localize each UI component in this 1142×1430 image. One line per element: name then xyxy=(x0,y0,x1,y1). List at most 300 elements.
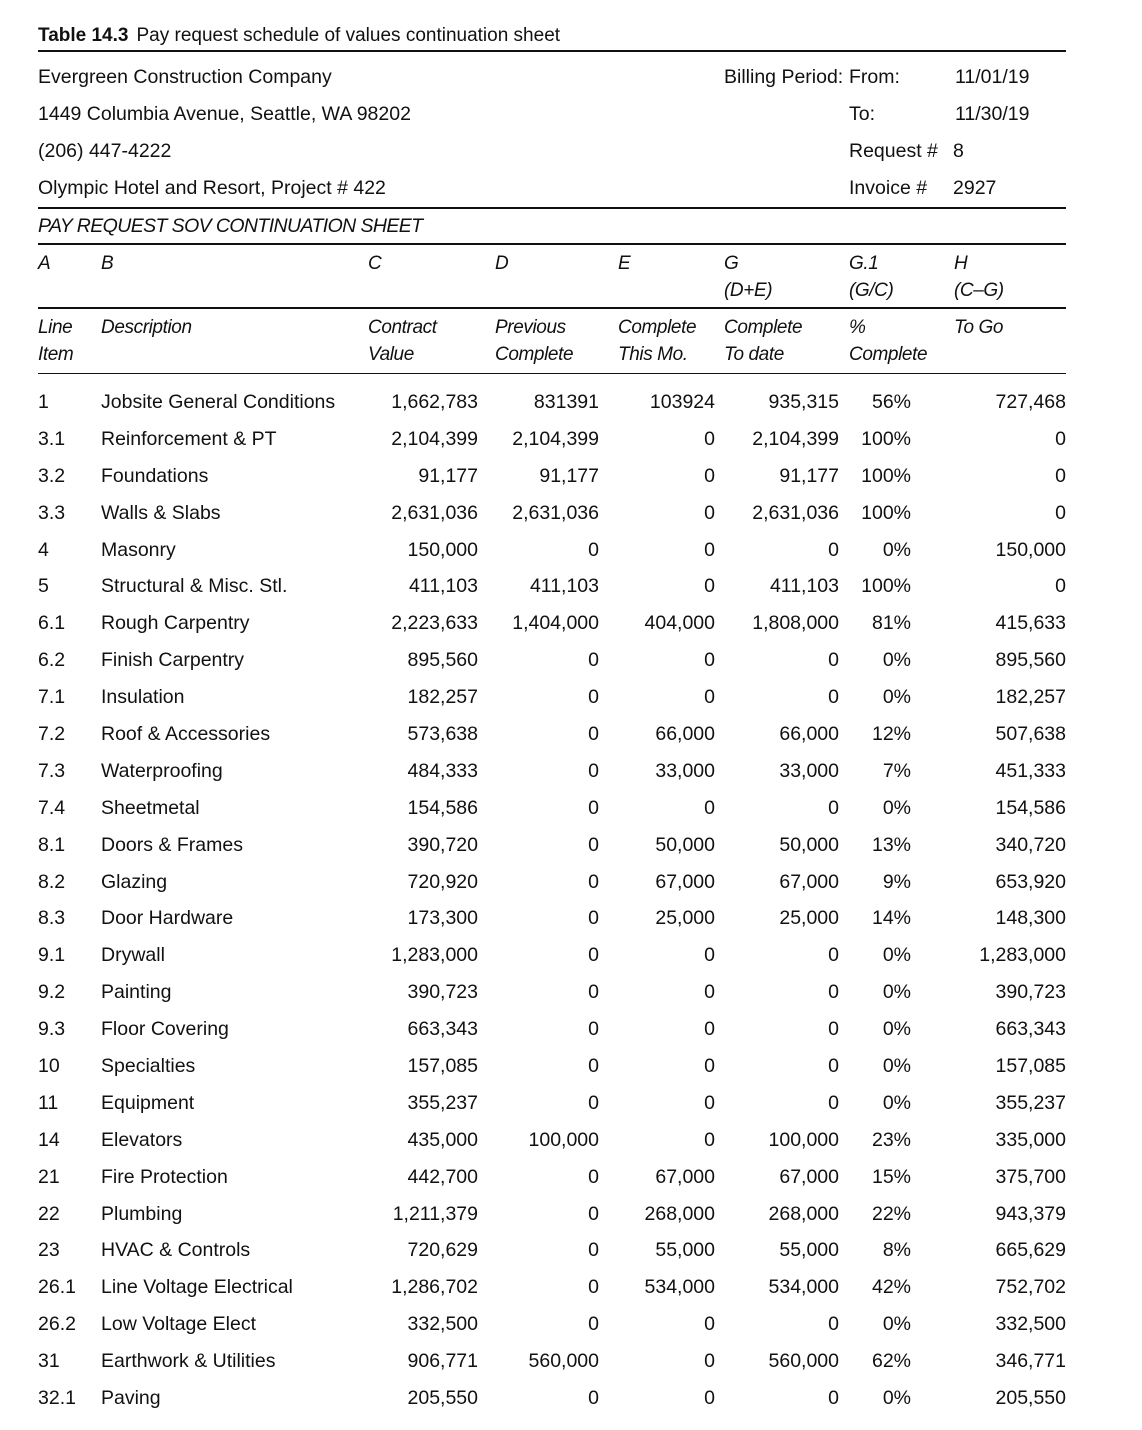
line-item: 9.1 xyxy=(38,944,66,967)
company-name: Evergreen Construction Company xyxy=(38,66,332,88)
request-label: Request # xyxy=(849,140,938,162)
complete-to-date: 0 xyxy=(828,538,839,561)
complete-this-month: 0 xyxy=(704,427,715,450)
complete-to-date: 0 xyxy=(828,1055,839,1078)
to-go: 0 xyxy=(1055,501,1066,524)
to-label: To: xyxy=(849,103,876,125)
description: Doors & Frames xyxy=(101,833,243,856)
contract-value: 906,771 xyxy=(407,1350,478,1373)
complete-to-date: 1,808,000 xyxy=(752,612,839,635)
complete-to-date: 0 xyxy=(828,686,839,709)
complete-to-date: 0 xyxy=(828,796,839,819)
previous-complete: 91,177 xyxy=(539,464,599,487)
line-item: 6.2 xyxy=(38,649,66,672)
table-row xyxy=(38,1269,1066,1306)
col-label-complete: Complete xyxy=(618,317,697,338)
to-go: 665,629 xyxy=(995,1239,1066,1262)
complete-this-month: 0 xyxy=(704,1350,715,1373)
description: Specialties xyxy=(101,1055,196,1078)
description: Equipment xyxy=(101,1091,195,1114)
table-body xyxy=(38,384,1066,1417)
table-row xyxy=(38,642,1066,679)
to-go: 663,343 xyxy=(995,1018,1066,1041)
percent-complete: 13% xyxy=(871,833,911,856)
to-go: 507,638 xyxy=(995,723,1066,746)
previous-complete: 2,104,399 xyxy=(512,427,599,450)
line-item: 26.1 xyxy=(38,1276,76,1299)
contract-value: 154,586 xyxy=(407,796,478,819)
contract-value: 663,343 xyxy=(407,1018,478,1041)
to-go: 1,283,000 xyxy=(979,944,1066,967)
to-go: 150,000 xyxy=(995,538,1066,561)
company-phone: (206) 447-4222 xyxy=(38,140,172,162)
to-go: 332,500 xyxy=(995,1313,1066,1336)
table-row xyxy=(38,900,1066,937)
line-item: 1 xyxy=(38,391,49,413)
complete-to-date: 0 xyxy=(828,1018,839,1041)
description: Waterproofing xyxy=(101,759,223,782)
to-go: 0 xyxy=(1055,575,1066,598)
contract-value: 1,283,000 xyxy=(391,944,478,967)
percent-complete: 0% xyxy=(882,1091,911,1114)
previous-complete: 0 xyxy=(588,1387,599,1410)
description: Fire Protection xyxy=(101,1165,228,1188)
col-code-a: A xyxy=(38,253,51,274)
complete-to-date: 55,000 xyxy=(779,1239,839,1262)
complete-this-month: 66,000 xyxy=(655,723,715,746)
to-go: 415,633 xyxy=(995,612,1066,635)
line-item: 3.2 xyxy=(38,464,66,487)
complete-to-date: 0 xyxy=(828,649,839,672)
line-item: 3.3 xyxy=(38,501,66,524)
previous-complete: 0 xyxy=(588,1165,599,1188)
line-item: 4 xyxy=(38,538,49,561)
description: Reinforcement & PT xyxy=(101,427,277,450)
col-label-description: Description xyxy=(101,317,192,338)
complete-this-month: 268,000 xyxy=(644,1202,715,1225)
previous-complete: 0 xyxy=(588,759,599,782)
billing-period-label: Billing Period: xyxy=(724,66,844,88)
table-row xyxy=(38,384,1066,421)
previous-complete: 0 xyxy=(588,723,599,746)
col-code-b: B xyxy=(101,253,114,274)
table-row xyxy=(38,495,1066,532)
invoice-number: 2927 xyxy=(953,177,997,199)
col-code-c: C xyxy=(368,253,382,274)
complete-this-month: 103924 xyxy=(649,391,715,413)
description: Rough Carpentry xyxy=(101,612,250,635)
to-go: 943,379 xyxy=(995,1202,1066,1225)
previous-complete: 0 xyxy=(588,1091,599,1114)
previous-complete: 0 xyxy=(588,686,599,709)
table-row xyxy=(38,1085,1066,1122)
description: Floor Covering xyxy=(101,1018,229,1041)
line-item: 10 xyxy=(38,1055,60,1078)
percent-complete: 81% xyxy=(871,612,911,635)
complete-to-date: 2,104,399 xyxy=(752,427,839,450)
contract-value: 720,920 xyxy=(407,870,478,893)
percent-complete: 14% xyxy=(871,907,911,930)
previous-complete: 0 xyxy=(588,1202,599,1225)
complete-this-month: 33,000 xyxy=(655,759,715,782)
project-name: Olympic Hotel and Resort, Project # 422 xyxy=(38,177,386,199)
description: Drywall xyxy=(101,944,165,967)
contract-value: 2,104,399 xyxy=(391,427,478,450)
from-label: From: xyxy=(849,66,900,88)
description: Masonry xyxy=(101,538,176,561)
percent-complete: 100% xyxy=(861,464,911,487)
description: Foundations xyxy=(101,464,209,487)
contract-value: 573,638 xyxy=(407,723,478,746)
col-formula-h: (C–G) xyxy=(954,280,1004,301)
to-date: 11/30/19 xyxy=(955,103,1030,125)
from-date: 11/01/19 xyxy=(955,66,1030,88)
contract-value: 720,629 xyxy=(407,1239,478,1262)
percent-complete: 9% xyxy=(882,870,911,893)
company-address: 1449 Columbia Avenue, Seattle, WA 98202 xyxy=(38,103,411,125)
description: Painting xyxy=(101,981,172,1004)
table-row xyxy=(38,1343,1066,1380)
previous-complete: 0 xyxy=(588,538,599,561)
previous-complete: 0 xyxy=(588,870,599,893)
complete-this-month: 0 xyxy=(704,575,715,598)
to-go: 727,468 xyxy=(995,391,1066,413)
description: Finish Carpentry xyxy=(101,649,245,672)
complete-this-month: 404,000 xyxy=(644,612,715,635)
col-label-percent: % xyxy=(849,317,866,338)
col-label-contract: Contract xyxy=(368,317,437,338)
col-code-d: D xyxy=(495,253,509,274)
to-go: 346,771 xyxy=(995,1350,1066,1373)
col-label-percent-complete: Complete xyxy=(849,344,928,365)
table-row xyxy=(38,1011,1066,1048)
line-item: 8.3 xyxy=(38,907,66,930)
line-item: 11 xyxy=(38,1091,59,1114)
percent-complete: 7% xyxy=(882,759,911,782)
percent-complete: 23% xyxy=(871,1128,911,1151)
description: Roof & Accessories xyxy=(101,723,271,746)
complete-to-date: 0 xyxy=(828,1313,839,1336)
to-go: 182,257 xyxy=(995,686,1066,709)
table-row xyxy=(38,532,1066,569)
contract-value: 484,333 xyxy=(407,759,478,782)
complete-this-month: 0 xyxy=(704,1055,715,1078)
complete-to-date: 50,000 xyxy=(779,833,839,856)
col-label-item: Item xyxy=(38,344,74,365)
table-title xyxy=(38,22,1066,50)
previous-complete: 0 xyxy=(588,1313,599,1336)
complete-to-date: 0 xyxy=(828,981,839,1004)
to-go: 752,702 xyxy=(995,1276,1066,1299)
to-go: 0 xyxy=(1055,464,1066,487)
contract-value: 2,631,036 xyxy=(391,501,478,524)
previous-complete: 831391 xyxy=(533,391,599,413)
col-code-h: H xyxy=(954,253,968,274)
line-item: 8.1 xyxy=(38,833,66,856)
line-item: 6.1 xyxy=(38,612,66,635)
percent-complete: 0% xyxy=(882,1387,911,1410)
col-code-g: G xyxy=(724,253,739,274)
complete-to-date: 935,315 xyxy=(768,391,839,413)
col-label-line: Line xyxy=(38,317,73,338)
to-go: 653,920 xyxy=(995,870,1066,893)
contract-value: 390,723 xyxy=(407,981,478,1004)
contract-value: 1,211,379 xyxy=(392,1202,478,1225)
percent-complete: 0% xyxy=(882,1055,911,1078)
description: Plumbing xyxy=(101,1202,183,1225)
line-item: 7.1 xyxy=(38,686,66,709)
percent-complete: 12% xyxy=(871,723,911,746)
description: Jobsite General Conditions xyxy=(101,391,336,413)
complete-this-month: 0 xyxy=(704,981,715,1004)
complete-to-date: 0 xyxy=(828,1091,839,1114)
table-row xyxy=(38,1306,1066,1343)
line-item: 9.2 xyxy=(38,981,66,1004)
contract-value: 442,700 xyxy=(407,1165,478,1188)
description: HVAC & Controls xyxy=(101,1239,251,1262)
description: Paving xyxy=(101,1387,161,1410)
complete-this-month: 0 xyxy=(704,686,715,709)
line-item: 22 xyxy=(38,1202,60,1225)
to-go: 335,000 xyxy=(995,1128,1066,1151)
previous-complete: 0 xyxy=(588,981,599,1004)
complete-this-month: 0 xyxy=(704,1313,715,1336)
to-go: 0 xyxy=(1055,427,1066,450)
line-item: 5 xyxy=(38,575,49,598)
header-block xyxy=(38,59,1066,207)
previous-complete: 0 xyxy=(588,796,599,819)
previous-complete: 0 xyxy=(588,833,599,856)
to-go: 205,550 xyxy=(995,1387,1066,1410)
line-item: 7.4 xyxy=(38,796,66,819)
complete-this-month: 55,000 xyxy=(655,1239,715,1262)
table-row xyxy=(38,605,1066,642)
complete-this-month: 0 xyxy=(704,1018,715,1041)
table-row xyxy=(38,1048,1066,1085)
contract-value: 355,237 xyxy=(407,1091,478,1114)
table-row xyxy=(38,1196,1066,1233)
complete-this-month: 0 xyxy=(704,1387,715,1410)
percent-complete: 0% xyxy=(882,944,911,967)
percent-complete: 42% xyxy=(871,1276,911,1299)
percent-complete: 0% xyxy=(882,538,911,561)
description: Sheetmetal xyxy=(101,796,200,819)
percent-complete: 22% xyxy=(871,1202,911,1225)
line-item: 7.3 xyxy=(38,759,66,782)
to-go: 154,586 xyxy=(995,796,1066,819)
complete-to-date: 0 xyxy=(828,944,839,967)
col-label-to-go: To Go xyxy=(954,317,1004,338)
description: Walls & Slabs xyxy=(101,501,221,524)
table-row xyxy=(38,937,1066,974)
contract-value: 390,720 xyxy=(407,833,478,856)
complete-to-date: 560,000 xyxy=(768,1350,839,1373)
description: Door Hardware xyxy=(101,907,234,930)
percent-complete: 100% xyxy=(861,501,911,524)
complete-this-month: 0 xyxy=(704,464,715,487)
percent-complete: 100% xyxy=(861,575,911,598)
percent-complete: 0% xyxy=(882,649,911,672)
percent-complete: 100% xyxy=(861,427,911,450)
complete-to-date: 91,177 xyxy=(779,464,839,487)
contract-value: 91,177 xyxy=(418,464,478,487)
table-row xyxy=(38,1232,1066,1269)
complete-this-month: 0 xyxy=(704,796,715,819)
table-row xyxy=(38,864,1066,901)
previous-complete: 0 xyxy=(588,1276,599,1299)
description: Glazing xyxy=(101,870,168,893)
previous-complete: 0 xyxy=(588,944,599,967)
previous-complete: 0 xyxy=(588,1018,599,1041)
to-go: 390,723 xyxy=(995,981,1066,1004)
previous-complete: 1,404,000 xyxy=(512,612,599,635)
previous-complete: 0 xyxy=(588,1055,599,1078)
contract-value: 895,560 xyxy=(407,649,478,672)
table-row xyxy=(38,974,1066,1011)
line-item: 14 xyxy=(38,1128,60,1151)
to-go: 148,300 xyxy=(995,907,1066,930)
contract-value: 411,103 xyxy=(408,575,478,598)
complete-this-month: 0 xyxy=(704,649,715,672)
complete-this-month: 0 xyxy=(704,944,715,967)
line-item: 31 xyxy=(38,1350,60,1373)
complete-to-date: 100,000 xyxy=(768,1128,839,1151)
complete-this-month: 67,000 xyxy=(655,1165,715,1188)
col-formula-g: (D+E) xyxy=(724,280,773,301)
previous-complete: 411,103 xyxy=(529,575,599,598)
description: Line Voltage Electrical xyxy=(101,1276,293,1299)
complete-to-date: 25,000 xyxy=(779,907,839,930)
table-caption: Pay request schedule of values continuation sheet xyxy=(136,25,561,46)
contract-value: 1,286,702 xyxy=(391,1276,478,1299)
request-number: 8 xyxy=(953,140,964,162)
contract-value: 2,223,633 xyxy=(391,612,478,635)
divider xyxy=(38,50,1066,52)
line-item: 23 xyxy=(38,1239,60,1262)
complete-this-month: 0 xyxy=(704,1091,715,1114)
complete-to-date: 67,000 xyxy=(779,1165,839,1188)
complete-this-month: 25,000 xyxy=(655,907,715,930)
table-row xyxy=(38,790,1066,827)
col-label-previous-complete: Complete xyxy=(495,344,574,365)
percent-complete: 0% xyxy=(882,1018,911,1041)
complete-to-date: 67,000 xyxy=(779,870,839,893)
percent-complete: 0% xyxy=(882,981,911,1004)
table-row xyxy=(38,421,1066,458)
contract-value: 205,550 xyxy=(407,1387,478,1410)
contract-value: 150,000 xyxy=(407,538,478,561)
line-item: 26.2 xyxy=(38,1313,76,1336)
complete-to-date: 66,000 xyxy=(779,723,839,746)
col-formula-g1: (G/C) xyxy=(849,280,894,301)
sheet-title: PAY REQUEST SOV CONTINUATION SHEET xyxy=(38,215,423,237)
percent-complete: 0% xyxy=(882,796,911,819)
col-label-to-date: To date xyxy=(724,344,784,365)
to-go: 895,560 xyxy=(995,649,1066,672)
line-item: 8.2 xyxy=(38,870,66,893)
description: Elevators xyxy=(101,1128,183,1151)
line-item: 9.3 xyxy=(38,1018,66,1041)
table-row xyxy=(38,458,1066,495)
col-label-complete-2: Complete xyxy=(724,317,803,338)
table-number: Table 14.3 xyxy=(38,25,129,46)
contract-value: 1,662,783 xyxy=(391,391,478,413)
description: Structural & Misc. Stl. xyxy=(101,575,288,598)
complete-this-month: 534,000 xyxy=(644,1276,715,1299)
contract-value: 173,300 xyxy=(407,907,478,930)
col-label-this-mo: This Mo. xyxy=(618,344,688,365)
percent-complete: 0% xyxy=(882,686,911,709)
contract-value: 157,085 xyxy=(407,1055,478,1078)
complete-this-month: 0 xyxy=(704,538,715,561)
col-label-value: Value xyxy=(368,344,414,365)
complete-to-date: 268,000 xyxy=(768,1202,839,1225)
to-go: 375,700 xyxy=(995,1165,1066,1188)
complete-this-month: 67,000 xyxy=(655,870,715,893)
complete-to-date: 534,000 xyxy=(768,1276,839,1299)
line-item: 3.1 xyxy=(38,427,66,450)
previous-complete: 0 xyxy=(588,907,599,930)
invoice-label: Invoice # xyxy=(849,177,928,199)
to-go: 355,237 xyxy=(995,1091,1066,1114)
column-codes-row xyxy=(38,245,1066,307)
to-go: 451,333 xyxy=(995,759,1066,782)
description: Earthwork & Utilities xyxy=(101,1350,276,1373)
column-labels-row xyxy=(38,309,1066,373)
percent-complete: 8% xyxy=(882,1239,911,1262)
line-item: 21 xyxy=(38,1165,60,1188)
table-row xyxy=(38,1380,1066,1417)
percent-complete: 15% xyxy=(871,1165,911,1188)
line-item: 7.2 xyxy=(38,723,66,746)
table-row xyxy=(38,1159,1066,1196)
complete-to-date: 0 xyxy=(828,1387,839,1410)
table-row xyxy=(38,679,1066,716)
table-row xyxy=(38,716,1066,753)
description: Low Voltage Elect xyxy=(101,1313,257,1336)
table-row xyxy=(38,827,1066,864)
previous-complete: 100,000 xyxy=(528,1128,599,1151)
contract-value: 332,500 xyxy=(407,1313,478,1336)
col-code-e: E xyxy=(618,253,631,274)
contract-value: 182,257 xyxy=(407,686,478,709)
col-label-previous: Previous xyxy=(495,317,566,338)
description: Insulation xyxy=(101,686,185,709)
complete-this-month: 50,000 xyxy=(655,833,715,856)
percent-complete: 56% xyxy=(871,391,911,413)
complete-to-date: 2,631,036 xyxy=(752,501,839,524)
line-item: 32.1 xyxy=(38,1387,76,1410)
previous-complete: 560,000 xyxy=(528,1350,599,1373)
percent-complete: 62% xyxy=(871,1350,911,1373)
complete-this-month: 0 xyxy=(704,501,715,524)
col-code-g1: G.1 xyxy=(849,253,879,274)
previous-complete: 2,631,036 xyxy=(512,501,599,524)
table-row xyxy=(38,753,1066,790)
table-row xyxy=(38,1122,1066,1159)
previous-complete: 0 xyxy=(588,649,599,672)
document-page xyxy=(38,22,1066,1417)
percent-complete: 0% xyxy=(882,1313,911,1336)
divider xyxy=(38,373,1066,374)
contract-value: 435,000 xyxy=(407,1128,478,1151)
complete-to-date: 411,103 xyxy=(769,575,839,598)
complete-this-month: 0 xyxy=(704,1128,715,1151)
to-go: 340,720 xyxy=(995,833,1066,856)
complete-to-date: 33,000 xyxy=(779,759,839,782)
to-go: 157,085 xyxy=(995,1055,1066,1078)
previous-complete: 0 xyxy=(588,1239,599,1262)
